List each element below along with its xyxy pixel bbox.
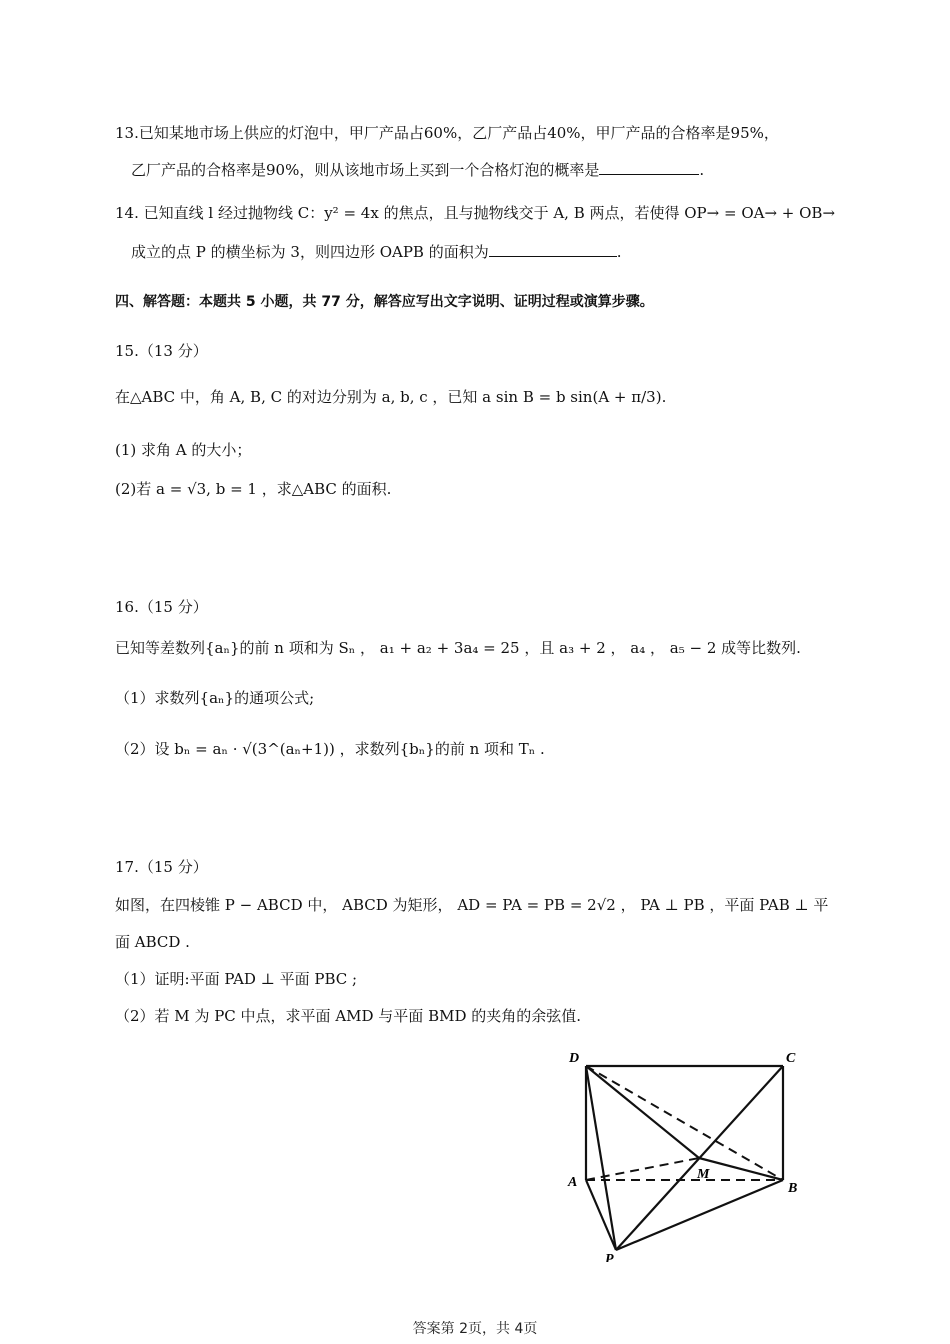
label-M: M [697, 1167, 710, 1182]
q14-line2 [131, 242, 622, 262]
section-heading: 四、解答题：本题共 5 小题，共 77 分，解答应写出文字说明、证明过程或演算步骤。 [115, 294, 654, 310]
q15-header: 15.（13 分） [115, 342, 208, 360]
segment-DM [586, 1066, 699, 1158]
diagonal-DB-hidden [586, 1066, 783, 1180]
page-footer: 答案第 2页，共 4页 [412, 1321, 538, 1337]
q13-answer-blank [599, 160, 699, 175]
label-A: A [568, 1175, 578, 1190]
q17-part1: （1）证明:平面 PAD ⊥ 平面 PBC ; [115, 970, 358, 988]
q17-header: 17.（15 分） [115, 858, 208, 876]
q17-stem-line1: 如图，在四棱锥 P − ABCD 中， ABCD 为矩形， AD = PA = PB = 2√2 ， PA ⊥ PB ，平面 PAB ⊥ 平 [115, 896, 829, 914]
q13-line2-text: 乙厂产品的合格率是90%，则从该地市场上买到一个合格灯泡的概率是 [131, 161, 600, 179]
q17-part2: （2）若 M 为 PC 中点，求平面 AMD 与平面 BMD 的夹角的余弦值. [115, 1007, 582, 1025]
label-C: C [786, 1051, 796, 1066]
q15-part1: (1) 求角 A 的大小； [115, 441, 252, 459]
q14-answer-blank [489, 242, 617, 257]
q13-line2 [131, 160, 704, 180]
q16-part2: （2）设 bₙ = aₙ · √(3^(aₙ+1)) ，求数列{bₙ}的前 n 项和 Tₙ . [115, 740, 545, 758]
label-P: P [605, 1252, 614, 1262]
q14-line2-end: . [616, 243, 622, 261]
q16-part1: （1）求数列{aₙ}的通项公式; [115, 689, 315, 707]
edge-BP [616, 1180, 783, 1250]
label-B: B [788, 1181, 798, 1196]
q14-line2-text: 成立的点 P 的横坐标为 3，则四边形 OAPB 的面积为 [131, 243, 489, 261]
pyramid-figure [555, 1042, 815, 1262]
segment-MB [699, 1158, 783, 1180]
q13-line1: 13.已知某地市场上供应的灯泡中，甲厂产品占60%，乙厂产品占40%，甲厂产品的合格率是95%， [115, 124, 779, 142]
label-D: D [569, 1051, 580, 1066]
edge-AP [586, 1180, 616, 1250]
q16-stem: 已知等差数列{aₙ}的前 n 项和为 Sₙ ， a₁ + a₂ + 3a₄ = 25 ，且 a₃ + 2 ， a₄ ， a₅ − 2 成等比数列. [115, 639, 801, 657]
q17-stem-line2: 面 ABCD . [115, 933, 190, 951]
q13-line2-end: . [699, 161, 705, 179]
q15-part2: (2)若 a = √3, b = 1 ，求△ABC 的面积. [115, 480, 392, 498]
q14-line1: 14. 已知直线 l 经过抛物线 C：y² = 4x 的焦点，且与抛物线交于 A, B 两点，若使得 OP→ = OA→ + OB→ [115, 204, 836, 222]
q16-header: 16.（15 分） [115, 598, 208, 616]
q15-stem: 在△ABC 中，角 A, B, C 的对边分别为 a, b, c ，已知 a sin B = b sin(A + π/3). [115, 388, 667, 406]
edge-DP [586, 1066, 616, 1250]
